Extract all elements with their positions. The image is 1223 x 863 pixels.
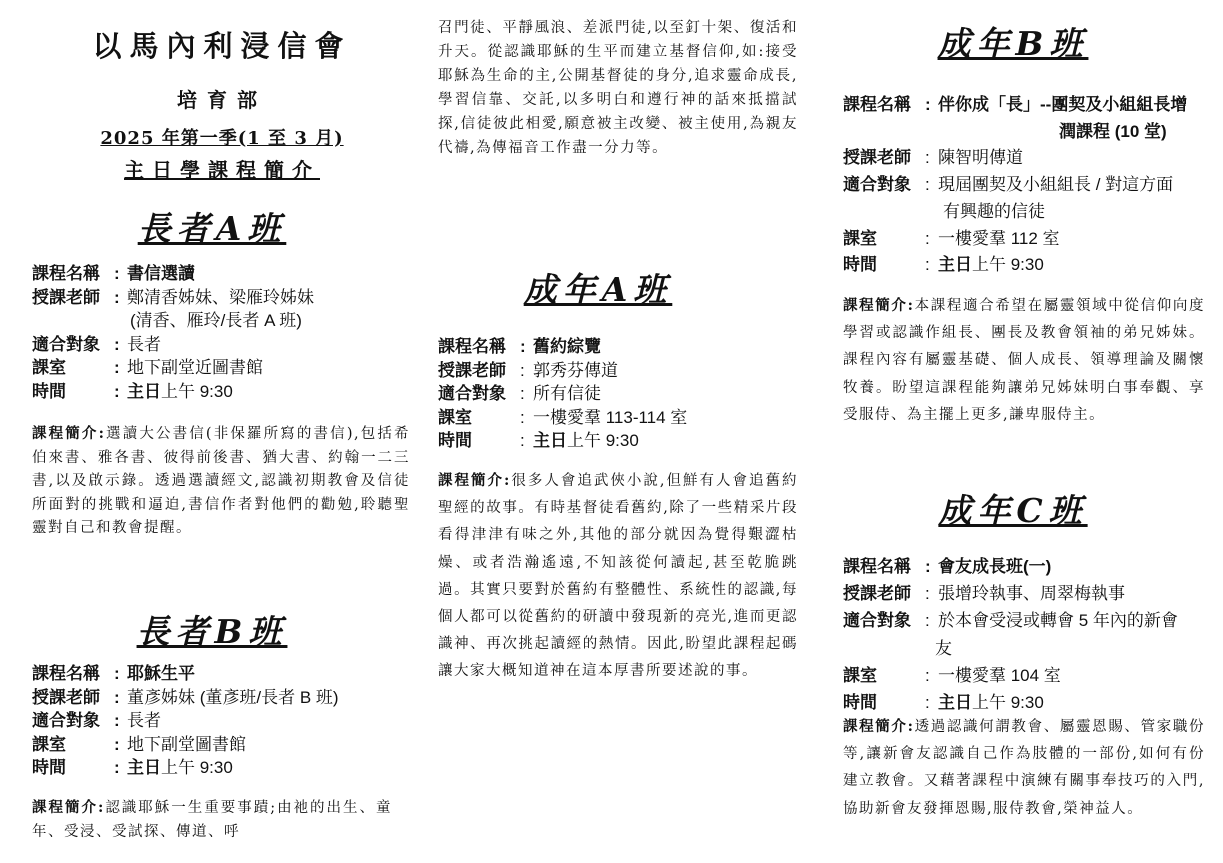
document-subtitle: 主日學課程簡介 — [124, 158, 320, 182]
target-value: 長者 — [127, 711, 161, 730]
course-row: 課程名稱 : 會友成長班(一) — [843, 553, 1209, 580]
time-row: 時間 : 主日上午 9:30 — [32, 380, 412, 404]
time-row: 時間 : 主日上午 9:30 — [32, 756, 412, 780]
course-name: 舊約綜覽 — [533, 337, 601, 356]
teacher-name: 張增玲執事、周翠梅執事 — [938, 584, 1125, 604]
room-label: 課室 — [32, 358, 66, 377]
teacher-name: 陳智明傳道 — [938, 148, 1023, 168]
room-row: 課室 : 地下副堂近圖書館 — [32, 356, 412, 380]
class-title-adult-c: 成年C班 — [938, 491, 1088, 530]
target-value: 現屆團契及小組組長 / 對這方面 — [938, 175, 1174, 195]
elder-a-details — [32, 262, 412, 403]
time-row: 時間 : 主日上午 9:30 — [843, 252, 1209, 279]
teacher-label: 授課老師 — [438, 360, 506, 380]
target-value: 所有信徒 — [533, 384, 601, 403]
elder-b-description-start: 課程簡介:認識耶穌一生重要事蹟;由祂的出生、童年、受浸、受試探、傳道、呼 — [32, 799, 392, 840]
course-label: 課程名稱 — [32, 664, 100, 683]
room-label: 課室 — [32, 734, 66, 754]
teacher-row: 授課老師 : 張增玲執事、周翠梅執事 — [843, 580, 1209, 607]
course-label: 課程名稱 — [438, 337, 506, 356]
room-row: 課室 : 一樓愛羣 112 室 — [843, 226, 1209, 253]
time-label: 時間 — [32, 381, 66, 401]
room-label: 課室 — [843, 665, 877, 685]
time-hour: 上午 9:30 — [972, 255, 1044, 275]
course-label: 課程名稱 — [843, 557, 911, 576]
time-hour: 上午 9:30 — [161, 758, 233, 777]
target-value-cont: 有興趣的信徒 — [943, 201, 1045, 221]
course-label: 課程名稱 — [32, 264, 100, 283]
room-row: 課室 : 一樓愛羣 104 室 — [843, 662, 1209, 689]
desc-text-part1: 認識耶穌一生重要事蹟;由祂的出生、童年、受浸、受試探、傳道、呼 — [32, 800, 392, 840]
target-label: 適合對象 — [843, 611, 911, 631]
teacher-label: 授課老師 — [32, 687, 100, 707]
target-value-cont: 友 — [935, 638, 952, 658]
room-value: 地下副堂近圖書館 — [127, 358, 263, 377]
desc-text-part2: 召門徒、平靜風浪、差派門徒,以至釘十架、復活和升天。從認識耶穌的生平而建立基督信仰,如:接受耶穌為生命的主,公開基督徒的身分,追求靈命成長,學習信靠、交託,以多明白和遵行神的話來抵擋試探,信徒彼此相愛,願意被主改變、被主使用,為親友代禱,為傳福音工作盡一分力等。 — [438, 20, 798, 156]
desc-text: 透過認識何謂教會、屬靈恩賜、管家職份等,讓新會友認識自己作為肢體的一部份,如何有份建立教會。又藉著課程中演練有關事奉技巧的入門,協助新會友發揮恩賜,服侍教會,榮神益人。 — [843, 719, 1206, 817]
desc-label: 課程簡介 — [843, 718, 908, 735]
class-title-adult-b: 成年B班 — [937, 24, 1089, 63]
church-name: 以馬內利浸信會 — [92, 29, 352, 63]
adult-b-details — [843, 92, 1209, 279]
time-hour: 上午 9:30 — [567, 431, 639, 450]
time-hour: 上午 9:30 — [972, 693, 1044, 713]
class-title-elder-b: 長者B班 — [136, 612, 288, 651]
course-name-cont: 潤課程 (10 堂) — [1059, 121, 1167, 141]
desc-label: 課程簡介 — [843, 297, 908, 314]
desc-text: 本課程適合希望在屬靈領域中從信仰向度學習或認識作組長、團長及教會領袖的弟兄姊妹。課程內容有屬靈基礎、個人成長、領導理論及關懷牧養。盼望這課程能夠讓弟兄姊妹明白事奉觀、享受服侍、為主擺上更多,謙卑服侍主。 — [843, 298, 1206, 423]
time-label: 時間 — [843, 255, 877, 275]
target-label: 適合對象 — [438, 384, 506, 403]
teacher-label: 授課老師 — [843, 148, 911, 168]
course-row: 課程名稱 : 耶穌生平 — [32, 662, 412, 686]
time-label: 時間 — [32, 758, 66, 777]
course-label: 課程名稱 — [843, 95, 911, 114]
teacher-note: (清香、雁玲/長者 A 班) — [130, 311, 302, 330]
course-name: 伴你成「長」--團契及小組組長增 — [938, 95, 1188, 114]
room-row: 課室 : 地下副堂圖書館 — [32, 733, 412, 757]
room-row: 課室 : 一樓愛羣 113-114 室 — [438, 406, 800, 430]
adult-a-details — [438, 335, 800, 453]
time-row: 時間 : 主日上午 9:30 — [438, 429, 800, 453]
adult-c-details — [843, 553, 1209, 716]
time-hour: 上午 9:30 — [161, 381, 233, 401]
teacher-label: 授課老師 — [843, 584, 911, 604]
adult-b-description: 課程簡介:本課程適合希望在屬靈領域中從信仰向度學習或認識作組長、團長及教會領袖的弟兄姊妹。課程內容有屬靈基礎、個人成長、領導理論及關懷牧養。盼望這課程能夠讓弟兄姊妹明白事奉觀、享受服侍、為主擺上更多,謙卑服侍主。 — [843, 297, 1206, 423]
term-heading: 2025 年第一季(1 至 3 月) — [100, 128, 344, 149]
teacher-row: 授課老師 : 鄭清香姊妹、梁雁玲姊妹 — [32, 286, 412, 310]
course-row: 課程名稱 : 伴你成「長」--團契及小組組長增 — [843, 92, 1209, 119]
class-title-adult-a: 成年A班 — [523, 270, 673, 309]
desc-text: 很多人會追武俠小說,但鮮有人會追舊約聖經的故事。有時基督徒看舊約,除了一些精采片段看得津津有味之外,其他的部分就因為覺得艱澀枯燥、或者浩瀚遙遠,不知該從何讀起,甚至乾脆跳過。其實只要對於舊約有整體性、系統性的認識,每個人都可以從舊約的研讀中發現新的亮光,進而更認識神、再次挑起讀經的熱情。因此,盼望此課程起碼讓大家大概知道神在這本厚書所要述說的事。 — [438, 473, 799, 680]
elder-b-description-cont — [438, 16, 798, 160]
time-label: 時間 — [843, 693, 877, 713]
class-title-elder-a: 長者A班 — [137, 209, 287, 248]
desc-label: 課程簡介 — [32, 799, 98, 816]
target-row: 適合對象 : 於本會受浸或轉會 5 年內的新會 — [843, 607, 1209, 634]
time-day: 主日 — [938, 693, 972, 713]
teacher-name: 董彥姊妹 (董彥班/長者 B 班) — [127, 687, 339, 707]
course-row: 課程名稱 : 舊約綜覽 — [438, 335, 800, 359]
adult-a-description: 課程簡介:很多人會追武俠小說,但鮮有人會追舊約聖經的故事。有時基督徒看舊約,除了一些精采片段看得津津有味之外,其他的部分就因為覺得艱澀枯燥、或者浩瀚遙遠,不知該從何讀起,甚至乾脆跳過。其實只要對於舊約有整體性、系統性的認識,每個人都可以從舊約的研讀中發現新的亮光,進而更認識神、再次挑起讀經的熱情。因此,盼望此課程起碼讓大家大概知道神在這本厚書所要述說的事。 — [438, 472, 799, 680]
target-label: 適合對象 — [32, 334, 100, 354]
desc-text: 選讀大公書信(非保羅所寫的書信),包括希伯來書、雅各書、彼得前後書、猶大書、約翰一二三書,以及啟示錄。透過選讀經文,認識初期教會及信徒所面對的挑戰和逼迫,書信作者對他們的勸勉,聆聽聖靈對自己和教會提醒。 — [32, 426, 411, 537]
target-label: 適合對象 — [843, 175, 911, 195]
room-label: 課室 — [438, 407, 472, 427]
room-value: 一樓愛羣 113-114 室 — [533, 407, 688, 427]
room-value: 地下副堂圖書館 — [127, 734, 246, 754]
teacher-label: 授課老師 — [32, 287, 100, 307]
course-name: 會友成長班(一) — [938, 557, 1052, 576]
course-name: 書信選讀 — [127, 264, 195, 283]
teacher-row: 授課老師 : 陳智明傳道 — [843, 145, 1209, 172]
room-value: 一樓愛羣 112 室 — [938, 228, 1060, 248]
department-name: 培育部 — [177, 88, 267, 112]
target-value: 長者 — [127, 334, 161, 354]
target-label: 適合對象 — [32, 711, 100, 730]
adult-c-description: 課程簡介:透過認識何謂教會、屬靈恩賜、管家職份等,讓新會友認識自己作為肢體的一部份,如何有份建立教會。又藉著課程中演練有關事奉技巧的入門,協助新會友發揮恩賜,服侍教會,榮神益人。 — [843, 718, 1206, 817]
target-row: 適合對象 : 長者 — [32, 709, 412, 733]
target-row: 適合對象 : 現屆團契及小組組長 / 對這方面 — [843, 172, 1209, 199]
desc-label: 課程簡介 — [438, 472, 505, 489]
room-label: 課室 — [843, 228, 877, 248]
room-value: 一樓愛羣 104 室 — [938, 665, 1061, 685]
teacher-row: 授課老師 : 郭秀芬傳道 — [438, 359, 800, 383]
time-day: 主日 — [938, 255, 972, 275]
teacher-name: 鄭清香姊妹、梁雁玲姊妹 — [127, 287, 314, 307]
elder-a-description: 課程簡介:選讀大公書信(非保羅所寫的書信),包括希伯來書、雅各書、彼得前後書、猶大書、約翰一二三書,以及啟示錄。透過選讀經文,認識初期教會及信徒所面對的挑戰和逼迫,書信作者對他們的勸勉,聆聽聖靈對自己和教會提醒。 — [32, 425, 411, 537]
time-label: 時間 — [438, 431, 472, 450]
time-row: 時間 : 主日上午 9:30 — [843, 689, 1209, 716]
target-row: 適合對象 : 所有信徒 — [438, 382, 800, 406]
target-value: 於本會受浸或轉會 5 年內的新會 — [938, 611, 1178, 631]
course-row: 課程名稱 : 書信選讀 — [32, 262, 412, 286]
time-day: 主日 — [533, 431, 567, 450]
course-name: 耶穌生平 — [127, 664, 195, 683]
time-day: 主日 — [127, 381, 161, 401]
desc-label: 課程簡介 — [32, 425, 99, 442]
teacher-name: 郭秀芬傳道 — [533, 360, 618, 380]
time-day: 主日 — [127, 758, 161, 777]
teacher-row: 授課老師 : 董彥姊妹 (董彥班/長者 B 班) — [32, 686, 412, 710]
target-row: 適合對象 : 長者 — [32, 333, 412, 357]
elder-b-details — [32, 662, 412, 780]
